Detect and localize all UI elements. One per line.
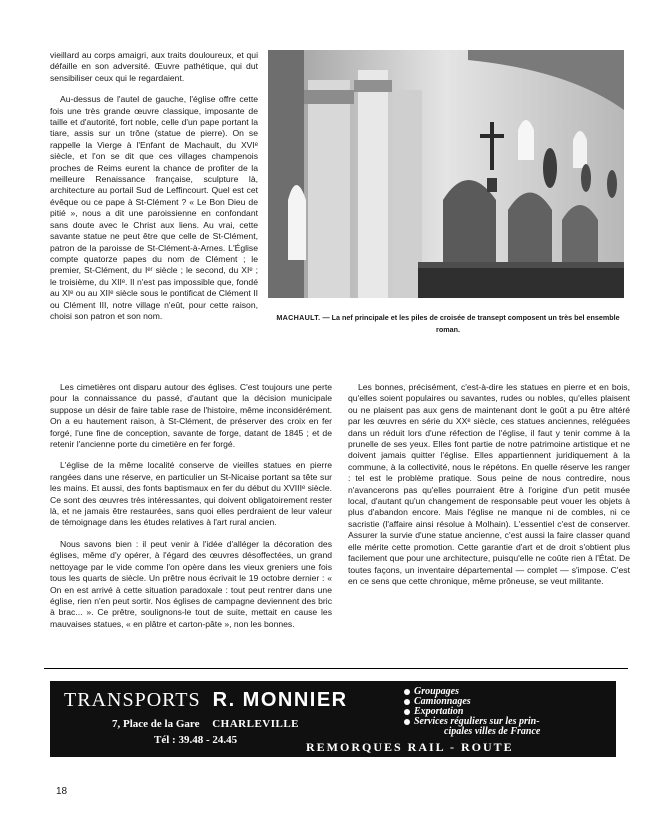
ad-company-name: R. MONNIER bbox=[212, 689, 348, 711]
bullet-icon bbox=[404, 719, 410, 725]
ad-service-item: Exportation bbox=[404, 707, 540, 717]
church-nave-photo bbox=[268, 50, 624, 298]
bullet-icon bbox=[404, 689, 410, 695]
paragraph: vieillard au corps amaigri, aux traits douloureux, et qui défaille en son adversité. Œuvre pathétique, qui dut sensibiliser ceux qui le regardaient. bbox=[50, 50, 258, 83]
transport-advertisement bbox=[50, 681, 616, 757]
caption-text: — La nef principale et les piles de croisée de transept composent un très bel ensemble roman. bbox=[322, 313, 620, 334]
article-column-bottom-left bbox=[50, 382, 332, 640]
caption-label: MACHAULT. bbox=[276, 313, 321, 322]
section-divider bbox=[44, 668, 628, 669]
article-column-bottom-right bbox=[348, 382, 630, 597]
ad-service-continuation: cipales villes de France bbox=[444, 726, 541, 737]
article-column-top-left bbox=[50, 50, 258, 332]
ad-phone: Tél : 39.48 - 24.45 bbox=[154, 734, 238, 746]
paragraph: Les bonnes, précisément, c'est-à-dire les statues en pierre et en bois, qu'elles soient populaires ou savantes, rudes ou nobles, qu'elles plaisent ou ne plaisent pas aux gens de maintenant dont le goût a pu être altéré par les œuvres en série du XXᵉ siècle, ces statues anciennes, reléguées dans un réduit lors d'une réfection de l'église, il faut y tenir comme à la prunelle de ses yeux. Elles font partie de notre patrimoine artistique et ne doivent jamais quitter l'église. Elles appartiennent juridiquement à la commune, à la collectivité, nous le répétons. En quelle réserve les ranger : tel est le problème pratique. Sous peine de nous contredire, nous n'avancerons pas qu'elles pourraient être à l'origine d'un petit musée local, d'autant qu'un changement de responsable peut vouer les objets à plus d'abandon encore. Mais l'église ne manque ni de combles, ni ce sacristie (l'affaire ainsi résolue à Molhain). L'essentiel c'est de conserver. Assurer la survie d'une statue ancienne, c'est aussi la faire classer quand elle mérite cette promotion. Cette garantie d'art et de droit s'obtient plus facilement que pour une architecture, puisqu'elle ne coûte rien à l'État. De toutes façons, un inventaire départemental — complet — s'impose. C'est en ce sens que cette chronique, même prôneuse, se veut militante. bbox=[348, 382, 630, 586]
paragraph: Les cimetières ont disparu autour des églises. C'est toujours une perte pour la connaissance du passé, d'autant que la décision municipale suppose un désir de faire table rase de l'histoire, même inconsidérément. On a eu hautement raison, à St-Clément, de préserver des croix en fer forgé, l'une fine de conception, savante de forge, datant de 1845 ; et de retenir l'ancienne porte du cimetière en fer forgé. bbox=[50, 382, 332, 450]
ad-street: 7, Place de la Gare bbox=[112, 718, 200, 730]
paragraph: L'église de la même localité conserve de vieilles statues en pierre rangées dans une réserve, en particulier un St-Nicaise portant sa tête sur les mains. Et aussi, des fonts baptismaux en fer du début du XVIIIᵉ siècle. Ce sont des œuvres très intéressantes, qui doivent obligatoirement rester là, et ne jamais être restaurées, sans quoi elles perdraient de leur valeur de témoignage dans les études relatives à l'art rural ancien. bbox=[50, 460, 332, 528]
ad-title bbox=[64, 689, 348, 712]
paragraph: Nous savons bien : il peut venir à l'idée d'alléger la décoration des églises, même d'y opérer, à l'égard des œuvres désoffectées, un grand nettoyage par le vide comme l'on opère dans les vieux greniers une fois tous les quarts de siècle. Un prêtre nous écrivait le 19 octobre dernier : « On en est arrivé à cette situation paradoxale : tout peut rentrer dans une église, rien n'en peut sortir. Nos églises de campagne deviennent des bric à brac... ». Ce prêtre, soulignons-le tout de suite, mettait en cause les mauvaises statues, « en plâtre et carton-pâte », non les bonnes. bbox=[50, 538, 332, 629]
ad-footer-slogan: REMORQUES RAIL - ROUTE bbox=[306, 740, 514, 754]
ad-address bbox=[112, 718, 299, 730]
ad-services-list bbox=[404, 687, 540, 737]
bullet-icon bbox=[404, 699, 410, 705]
bullet-icon bbox=[404, 709, 410, 715]
page-number: 18 bbox=[56, 786, 68, 797]
photo-caption bbox=[270, 312, 626, 336]
ad-service-item: Camionnages bbox=[404, 697, 540, 707]
ad-service-item: Services réguliers sur les prin- bbox=[404, 717, 540, 727]
ad-company-word: TRANSPORTS bbox=[64, 689, 201, 711]
paragraph: Au-dessus de l'autel de gauche, l'église offre cette fois une très grande œuvre classique, imposante de taille et d'autorité, fort noble, celle d'un pape portant la tiare, assis sur un trône (statue de pierre). On se rappelle la Vierge à l'Enfant de Machault, du XVIᵉ siècle, et l'on se dit que ces villages champenois proches de Reims eurent la chance de profiter de la meilleure Renaissance française, sculpture là, architecture au portail Sud de Leffincourt. Quel est cet évêque ou ce pape à St-Clément ? « Le Bon Dieu de pitié », nous a dit une paroissienne en confondant sans doute avec le Christ aux liens. Au vrai, cette savante statue ne peut être que celle de St-Clément, patron de la paroisse de St-Clément-à-Arnes. L'Église compte quatorze papes du nom de Clément ; le premier, St-Clément, du Iᵉʳ siècle ; le second, du XIᵉ ; le troisième, du XIIᵉ. Il n'est pas impossible que, fondé au XIᵉ ou au XIIᵉ siècle sous le pontificat de Clément II ou Clément III, notre village n'eût, pour cette raison, choisi son patron et son nom. bbox=[50, 94, 258, 321]
ad-city: CHARLEVILLE bbox=[212, 718, 300, 730]
ad-service-item: Groupages bbox=[404, 687, 540, 697]
